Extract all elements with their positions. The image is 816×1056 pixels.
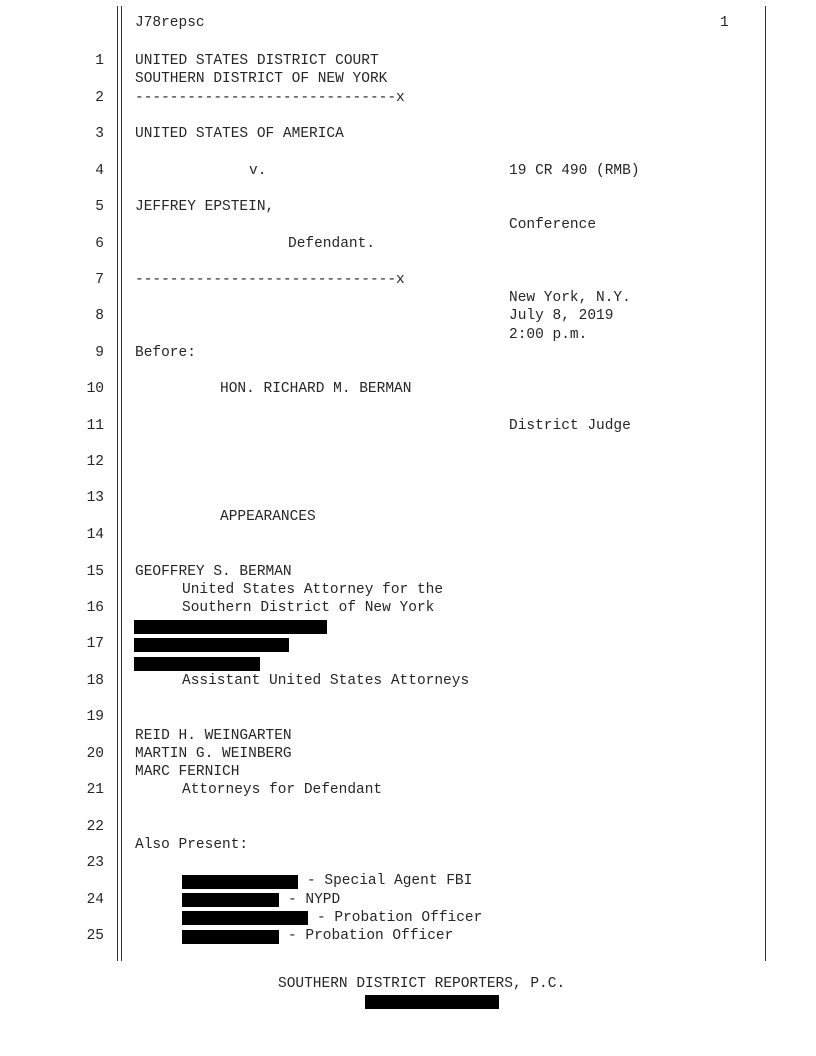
judge-title: District Judge — [509, 418, 631, 434]
line-number: 10 — [86, 381, 104, 397]
redaction-bar — [365, 995, 499, 1009]
versus: v. — [249, 163, 267, 179]
defense-attorney: MARC FERNICH — [135, 764, 240, 780]
line-number: 12 — [86, 454, 104, 470]
defendant-name: JEFFREY EPSTEIN, — [135, 199, 275, 215]
line-number: 9 — [95, 345, 104, 361]
proceeding-type: Conference — [509, 217, 597, 233]
line-number: 11 — [86, 418, 104, 434]
prosecutor-role-line2: Southern District of New York — [182, 600, 435, 616]
redaction-bar — [134, 657, 260, 671]
line-number: 15 — [86, 564, 104, 580]
also-present-label: Also Present: — [135, 837, 249, 853]
before-label: Before: — [135, 345, 196, 361]
redaction-bar — [134, 638, 289, 652]
line-number: 14 — [86, 527, 104, 543]
plaintiff-name: UNITED STATES OF AMERICA — [135, 126, 344, 142]
line-number: 20 — [86, 746, 104, 762]
prosecutor-role-line1: United States Attorney for the — [182, 582, 444, 598]
also-present-role: - NYPD — [288, 892, 341, 908]
left-margin-rule-inner — [121, 6, 122, 961]
line-number: 22 — [86, 819, 104, 835]
page-number: 1 — [720, 15, 729, 31]
line-number: 25 — [86, 928, 104, 944]
line-number: 17 — [86, 636, 104, 652]
appearances-heading: APPEARANCES — [220, 509, 316, 525]
line-number: 18 — [86, 673, 104, 689]
redaction-bar — [182, 911, 308, 925]
also-present-role: - Special Agent FBI — [307, 873, 473, 889]
defense-attorney: REID H. WEINGARTEN — [135, 728, 292, 744]
court-name-line2: SOUTHERN DISTRICT OF NEW YORK — [135, 71, 388, 87]
ausa-label: Assistant United States Attorneys — [182, 673, 470, 689]
line-number: 21 — [86, 782, 104, 798]
caption-divider: ------------------------------x — [135, 90, 405, 106]
defense-label: Attorneys for Defendant — [182, 782, 383, 798]
line-number: 23 — [86, 855, 104, 871]
also-present-role: - Probation Officer — [317, 910, 483, 926]
judge-name: HON. RICHARD M. BERMAN — [220, 381, 412, 397]
court-name-line1: UNITED STATES DISTRICT COURT — [135, 53, 379, 69]
header-code: J78repsc — [135, 15, 205, 31]
case-number: 19 CR 490 (RMB) — [509, 163, 640, 179]
footer-reporter: SOUTHERN DISTRICT REPORTERS, P.C. — [278, 976, 566, 992]
line-number: 24 — [86, 892, 104, 908]
defense-attorney: MARTIN G. WEINBERG — [135, 746, 292, 762]
line-number: 3 — [95, 126, 104, 142]
line-number: 19 — [86, 709, 104, 725]
redaction-bar — [182, 875, 298, 889]
caption-divider-bottom: ------------------------------x — [135, 272, 405, 288]
line-number: 7 — [95, 272, 104, 288]
redaction-bar — [182, 930, 279, 944]
line-number: 5 — [95, 199, 104, 215]
line-number: 4 — [95, 163, 104, 179]
left-margin-rule-outer — [117, 6, 118, 961]
line-number: 6 — [95, 236, 104, 252]
hearing-place: New York, N.Y. — [509, 290, 631, 306]
right-margin-rule — [765, 6, 766, 961]
line-number: 8 — [95, 308, 104, 324]
defendant-label: Defendant. — [288, 236, 376, 252]
line-number: 16 — [86, 600, 104, 616]
line-number: 13 — [86, 490, 104, 506]
hearing-time: 2:00 p.m. — [509, 327, 588, 343]
also-present-role: - Probation Officer — [288, 928, 454, 944]
line-number: 2 — [95, 90, 104, 106]
redaction-bar — [134, 620, 327, 634]
prosecutor-name: GEOFFREY S. BERMAN — [135, 564, 292, 580]
redaction-bar — [182, 893, 279, 907]
hearing-date: July 8, 2019 — [509, 308, 614, 324]
line-number: 1 — [95, 53, 104, 69]
